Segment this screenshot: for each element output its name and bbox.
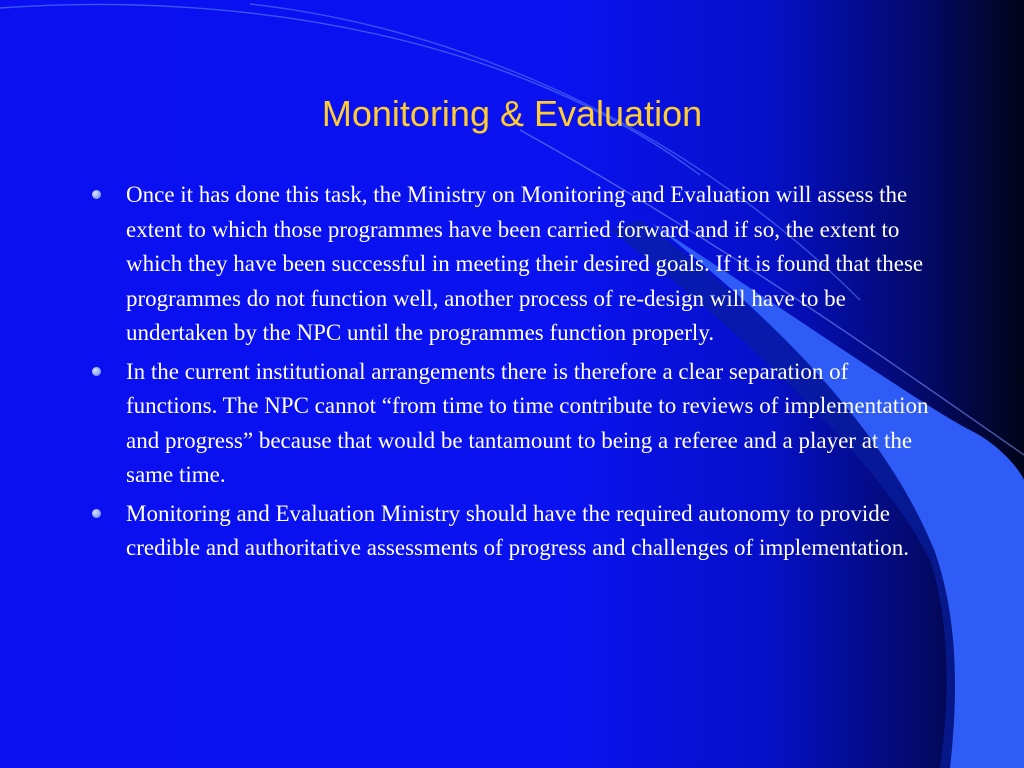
bullet-item: [84, 355, 944, 493]
bullet-item: [84, 497, 944, 566]
bullet-text: In the current institutional arrangements there is therefore a clear separation of functions. The NPC cannot “from time to time contribute to reviews of implementation and progress” because that would be tantamount to being a referee and a player at the same time.: [126, 358, 929, 487]
bullet-dot-icon: [92, 367, 101, 376]
slide-title: Monitoring & Evaluation: [321, 93, 703, 134]
decor-arc-line-1: [0, 4, 700, 175]
bullet-dot-icon: [92, 509, 101, 518]
bullet-text: Once it has done this task, the Ministry on Monitoring and Evaluation will assess the extent to which those programmes have been carried forward and if so, the extent to which they have been successful in meeting their desired goals. If it is found that these programmes do not function well, another process of re-design will have to be undertaken by the NPC until the programmes function properly.: [126, 182, 924, 345]
bullet-item: [84, 178, 944, 351]
bullet-text: Monitoring and Evaluation Ministry should have the required autonomy to provide credible and authoritative assessments of progress and challenges of implementation.: [126, 500, 910, 560]
bullet-dot-icon: [92, 190, 101, 199]
bullet-list: [84, 178, 944, 570]
